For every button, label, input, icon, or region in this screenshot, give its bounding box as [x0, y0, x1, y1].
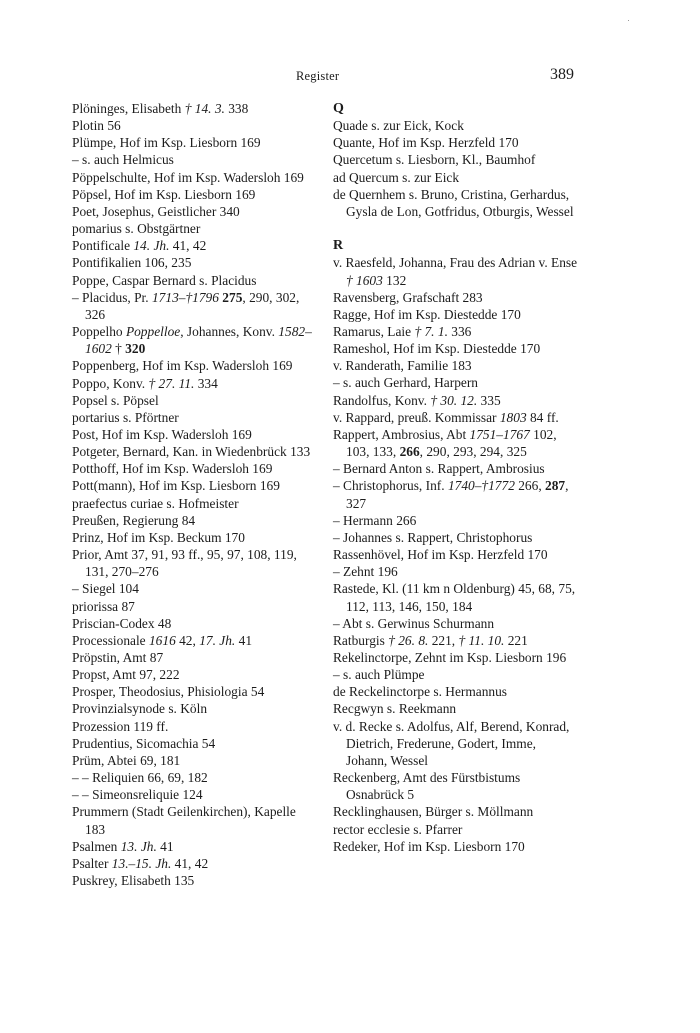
index-entry: – Abt s. Gerwinus Schurmann	[333, 615, 495, 631]
index-entry: de Reckelinctorpe s. Hermannus	[333, 684, 508, 700]
section-gap	[333, 220, 580, 237]
index-entry: Prinz, Hof im Ksp. Beckum 170	[72, 529, 245, 545]
index-entry: – s. auch Plümpe	[333, 667, 425, 683]
index-entry: Pöppelschulte, Hof im Ksp. Wadersloh 169	[72, 169, 304, 185]
index-entry: – – Simeonsreliquie 124	[72, 787, 203, 803]
index-entry: Ramarus, Laie † 7. 1. 336	[333, 324, 472, 340]
index-entry: Recklinghausen, Bürger s. Möllmann	[333, 804, 534, 820]
index-entry: v. Randerath, Familie 183	[333, 358, 472, 374]
index-column-left	[72, 100, 319, 889]
index-entry: Propst, Amt 97, 222	[72, 667, 180, 683]
index-entry: Potgeter, Bernard, Kan. in Wiedenbrück 133	[72, 444, 311, 460]
section-letter: Q	[333, 101, 344, 116]
index-entry: v. Raesfeld, Johanna, Frau des Adrian v. Ense † 1603 132	[333, 255, 578, 288]
index-entry: Quante, Hof im Ksp. Herzfeld 170	[333, 135, 519, 151]
index-entry: – Zehnt 196	[333, 564, 398, 580]
index-entry: Ratburgis † 26. 8. 221, † 11. 10. 221	[333, 632, 528, 648]
index-entry: Poppenberg, Hof im Ksp. Wadersloh 169	[72, 358, 293, 374]
index-entry: praefectus curiae s. Hofmeister	[72, 495, 239, 511]
index-entry: Randolfus, Konv. † 30. 12. 335	[333, 392, 501, 408]
index-entry: Pöpsel, Hof im Ksp. Liesborn 169	[72, 186, 256, 202]
index-entry: Plümpe, Hof im Ksp. Liesborn 169	[72, 135, 261, 151]
index-entry: Prozession 119 ff.	[72, 718, 169, 734]
index-entry: pomarius s. Obstgärtner	[72, 221, 201, 237]
index-entry: Pontifikalien 106, 235	[72, 255, 192, 271]
index-entry: Preußen, Regierung 84	[72, 512, 196, 528]
index-entry: – – Reliquien 66, 69, 182	[72, 770, 208, 786]
index-entry: – Christophorus, Inf. 1740–†1772 266, 287, 327	[333, 478, 569, 511]
index-entry: Rameshol, Hof im Ksp. Diestedde 170	[333, 341, 541, 357]
index-entry: Rappert, Ambrosius, Abt 1751–1767 102, 103, 133, 266, 290, 293, 294, 325	[333, 426, 557, 460]
index-entry: Potthoff, Hof im Ksp. Wadersloh 169	[72, 461, 273, 477]
index-entry: v. d. Recke s. Adolfus, Alf, Berend, Konrad, Dietrich, Frederune, Godert, Imme, Johann, Wessel	[333, 718, 570, 768]
index-entry: Psalter 13.–15. Jh. 41, 42	[72, 855, 209, 871]
index-entry: – Placidus, Pr. 1713–†1796 275, 290, 302, 326	[72, 289, 300, 322]
index-entry: Psalmen 13. Jh. 41	[72, 838, 174, 854]
index-entry: – Johannes s. Rappert, Christophorus	[333, 529, 533, 545]
index-entry: Rekelinctorpe, Zehnt im Ksp. Liesborn 196	[333, 649, 567, 665]
index-entry: Prosper, Theodosius, Phisiologia 54	[72, 684, 265, 700]
index-entry: Ravensberg, Grafschaft 283	[333, 289, 483, 305]
index-entry: Reckenberg, Amt des Fürstbistums Osnabrück 5	[333, 770, 521, 803]
index-entry: Plöninges, Elisabeth † 14. 3. 338	[72, 101, 249, 116]
index-entry: Pontificale 14. Jh. 41, 42	[72, 238, 207, 254]
index-entry: Pröpstin, Amt 87	[72, 650, 164, 665]
index-entry: Rastede, Kl. (11 km n Oldenburg) 45, 68, 75, 112, 113, 146, 150, 184	[333, 581, 576, 614]
scan-speck	[628, 20, 629, 21]
index-entry: Rassenhövel, Hof im Ksp. Herzfeld 170	[333, 547, 548, 563]
index-entry: Pott(mann), Hof im Ksp. Liesborn 169	[72, 478, 280, 494]
index-entry: Ragge, Hof im Ksp. Diestedde 170	[333, 306, 521, 322]
running-head-title: Register	[296, 69, 340, 83]
index-entry: – s. auch Helmicus	[72, 152, 174, 168]
index-entry: ad Quercum s. zur Eick	[333, 169, 460, 185]
index-entry: Prummern (Stadt Geilenkirchen), Kapelle 183	[72, 804, 296, 837]
index-entry: – Hermann 266	[333, 512, 417, 528]
page-number: 389	[550, 66, 574, 83]
index-entry: Puskrey, Elisabeth 135	[72, 873, 195, 889]
index-entry: Poet, Josephus, Geistlicher 340	[72, 203, 240, 219]
index-entry: Popsel s. Pöpsel	[72, 392, 159, 408]
index-entry: Processionale 1616 42, 17. Jh. 41	[72, 632, 253, 648]
index-entry: Prior, Amt 37, 91, 93 ff., 95, 97, 108, 119, 131, 270–276	[72, 547, 297, 580]
index-entry: Recgwyn s. Reekmann	[333, 701, 457, 717]
index-entry: de Quernhem s. Bruno, Cristina, Gerhardus, Gysla de Lon, Gotfridus, Otburgis, Wessel	[333, 186, 574, 219]
index-entry: Poppe, Caspar Bernard s. Placidus	[72, 272, 257, 288]
index-entry: priorissa 87	[72, 598, 135, 614]
index-entry: rector ecclesie s. Pfarrer	[333, 821, 463, 837]
section-letter: R	[333, 238, 344, 254]
index-entry: Plotin 56	[72, 118, 121, 134]
index-entry: Post, Hof im Ksp. Wadersloh 169	[72, 426, 252, 442]
index-entry: Poppo, Konv. † 27. 11. 334	[72, 375, 218, 391]
index-entry: Prudentius, Sicomachia 54	[72, 735, 216, 751]
index-entry: Quade s. zur Eick, Kock	[333, 118, 464, 134]
index-entry: portarius s. Pförtner	[72, 409, 179, 425]
running-head	[0, 66, 700, 89]
index-entry: – Siegel 104	[72, 581, 139, 597]
index-entry: Provinzialsynode s. Köln	[72, 701, 208, 717]
index-entry: Redeker, Hof im Ksp. Liesborn 170	[333, 838, 525, 854]
index-entry: Priscian-Codex 48	[72, 615, 172, 631]
index-entry: Prüm, Abtei 69, 181	[72, 752, 181, 768]
index-entry: – s. auch Gerhard, Harpern	[333, 375, 479, 391]
index-column-right	[333, 100, 580, 855]
index-entry: – Bernard Anton s. Rappert, Ambrosius	[333, 461, 545, 477]
index-entry: Poppelho Poppelloe, Johannes, Konv. 1582–1602 † 320	[72, 324, 312, 357]
index-entry: Quercetum s. Liesborn, Kl., Baumhof	[333, 152, 536, 168]
index-entry: v. Rappard, preuß. Kommissar 1803 84 ff.	[333, 409, 559, 425]
